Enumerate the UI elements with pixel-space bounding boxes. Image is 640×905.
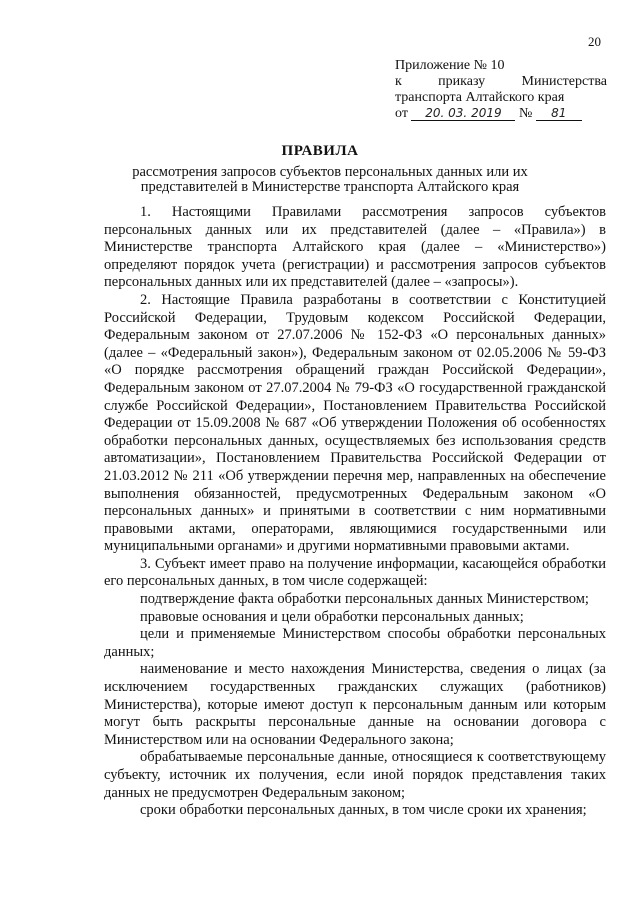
handwritten-date: 20. 03. 2019 — [411, 106, 515, 121]
list-item: наименование и место нахождения Министерства, сведения о лицах (за исключением государственных гражданских служащих (работников) Министерства), которые имеют доступ к персональным данным или которым могут быть раскрыты персональные данные на основании договора с Министерством или на основании Федерального закона; — [104, 661, 606, 748]
appendix-ministry-line: транспорта Алтайского края — [395, 90, 565, 105]
appendix-order-line: к приказу Министерства — [395, 74, 607, 89]
list-item: обрабатываемые персональные данные, относящиеся к соответствующему субъекту, источник их получения, если иной порядок представления таких данных не предусмотрен Федеральным законом; — [104, 749, 606, 801]
paragraph-3: 3. Субъект имеет право на получение информации, касающейся обработки его персональных данных, в том числе содержащей: — [104, 555, 606, 590]
list-item: подтверждение факта обработки персональных данных Министерством; — [140, 591, 589, 608]
page-number: 20 — [588, 34, 601, 49]
document-subtitle: рассмотрения запросов субъектов персональных данных или их представителей в Министерстве транспорта Алтайского края — [132, 164, 528, 195]
handwritten-number: 81 — [536, 106, 582, 121]
list-item: правовые основания и цели обработки персональных данных; — [140, 608, 524, 625]
document-body — [104, 204, 606, 820]
appendix-title: Приложение № 10 — [395, 58, 505, 73]
appendix-block — [395, 58, 607, 122]
document-title: ПРАВИЛА — [281, 143, 359, 159]
appendix-date-line — [395, 106, 607, 122]
list-item: сроки обработки персональных данных, в том числе сроки их хранения; — [140, 802, 587, 819]
paragraph-2: 2. Настоящие Правила разработаны в соответствии с Конституцией Российской Федерации, Трудовым кодексом Российской Федерации, Федеральным законом от 27.07.2006 № 152-ФЗ «О персональных данных» (далее – «Федеральный закон»), Федеральным законом от 02.05.2006 № 59-ФЗ «О порядке рассмотрения обращений граждан Российской Федерации», Федеральным законом от 27.07.2004 № 79-ФЗ «О государственной гражданской службе Российской Федерации», Постановлением Правительства Российской Федерации от 15.09.2008 № 687 «Об утверждении Положения об особенностях обработки персональных данных, осуществляемых без использования средств автоматизации», Постановлением Правительства Российской Федерации от 21.03.2012 № 211 «Об утверждении перечня мер, направленных на обеспечение выполнения обязанностей, предусмотренных Федеральным законом «О персональных данных» и принятыми в соответствии с ним нормативными правовыми актами, операторами, являющимися государственными или муниципальными органами» и другими нормативными правовыми актами. — [104, 291, 606, 555]
number-label: № — [518, 106, 533, 121]
list-item: цели и применяемые Министерством способы обработки персональных данных; — [104, 626, 606, 660]
from-label: от — [395, 106, 408, 121]
paragraph-1: 1. Настоящими Правилами рассмотрения запросов субъектов персональных данных или их представителей (далее – «Правила») в Министерстве транспорта Алтайского края (далее – «Министерство») определяют порядок учета (регистрации) и рассмотрения запросов субъектов персональных данных или их представителей (далее – «запросы»). — [104, 204, 606, 291]
